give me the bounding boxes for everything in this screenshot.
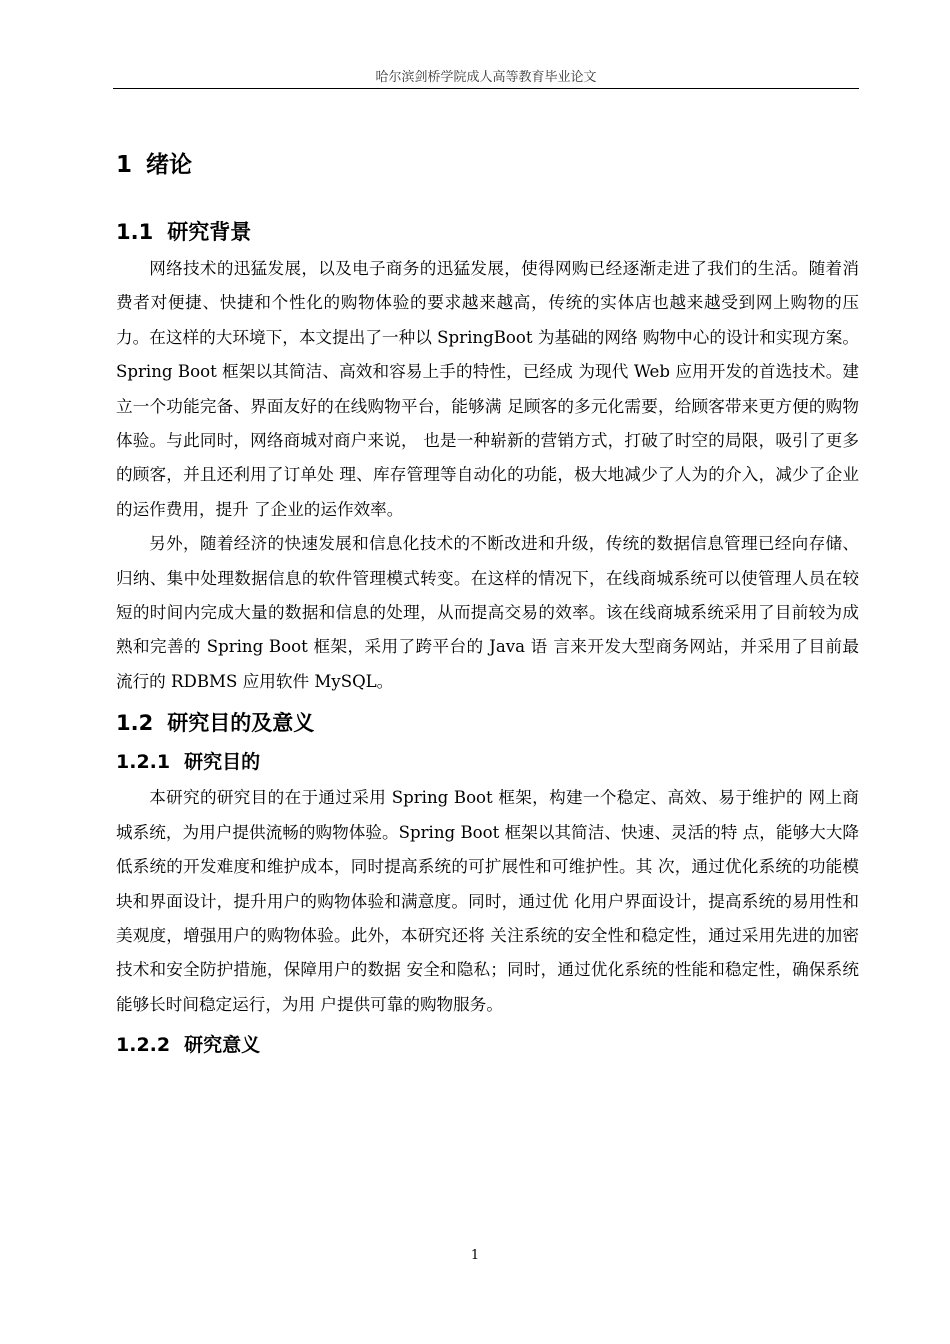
body-content: [116, 140, 859, 1060]
chapter-title: 绪论: [146, 152, 193, 178]
paragraph: 网络技术的迅猛发展，以及电子商务的迅猛发展，使得网购已经逐渐走进了我们的生活。随着消费者对便捷、快捷和个性化的购物体验的要求越来越高，传统的实体店也越来越受到网上购物的压力。在这样的大环境下，本文提出了一种以 SpringBoot 为基础的网络 购物中心的设计和实现方案。Spring Boot 框架以其简洁、高效和容易上手的特性，已经成 为现代 Web 应用开发的首选技术。建立一个功能完备、界面友好的在线购物平台，能够满 足顾客的多元化需要，给顾客带来更方便的购物体验。与此同时，网络商城对商户来说， 也是一种崭新的营销方式，打破了时空的局限，吸引了更多的顾客，并且还利用了订单处 理、库存管理等自动化的功能，极大地减少了人为的介入，减少了企业的运作费用，提升 了企业的运作效率。: [116, 259, 859, 519]
paragraph: 另外，随着经济的快速发展和信息化技术的不断改进和升级，传统的数据信息管理已经向存储、归纳、集中处理数据信息的软件管理模式转变。在这样的情况下，在线商城系统可以使管理人员在较短的时间内完成大量的数据和信息的处理，从而提高交易的效率。该在线商城系统采用了目前较为成熟和完善的 Spring Boot 框架，采用了跨平台的 Java 语 言来开发大型商务网站，并采用了目前最流行的 RDBMS 应用软件 MySQL。: [116, 534, 859, 691]
chapter-number: 1: [116, 152, 133, 178]
running-header: 哈尔滨剑桥学院成人高等教育毕业论文: [375, 70, 597, 85]
section-heading-1-2: [116, 707, 859, 739]
section-number: 1.2: [116, 711, 154, 736]
chapter-heading: [116, 148, 859, 182]
subsection-title: 研究意义: [184, 1034, 261, 1057]
subsection-title: 研究目的: [184, 751, 261, 774]
section-title: 研究目的及意义: [167, 711, 315, 736]
page-number: 1: [470, 1248, 480, 1263]
section-number: 1.1: [116, 220, 154, 244]
subsection-number: 1.2.2: [116, 1034, 171, 1057]
section-heading-1-1: [116, 216, 859, 248]
subsection-heading-1-2-1: [116, 747, 859, 777]
paragraph: 本研究的研究目的在于通过采用 Spring Boot 框架，构建一个稳定、高效、易于维护的 网上商城系统，为用户提供流畅的购物体验。Spring Boot 框架以其简洁、快速、灵活的特 点，能够大大降低系统的开发难度和维护成本，同时提高系统的可扩展性和可维护性。其 次，通过优化系统的功能模块和界面设计，提升用户的购物体验和满意度。同时，通过优 化用户界面设计，提高系统的易用性和美观度，增强用户的购物体验。此外，本研究还将 关注系统的安全性和稳定性，通过采用先进的加密技术和安全防护措施，保障用户的数据 安全和隐私；同时，通过优化系统的性能和稳定性，确保系统能够长时间稳定运行，为用 户提供可靠的购物服务。: [116, 788, 859, 1014]
section-title: 研究背景: [167, 220, 252, 244]
subsection-heading-1-2-2: [116, 1030, 859, 1060]
subsection-number: 1.2.1: [116, 751, 171, 774]
header-rule: [113, 88, 859, 89]
